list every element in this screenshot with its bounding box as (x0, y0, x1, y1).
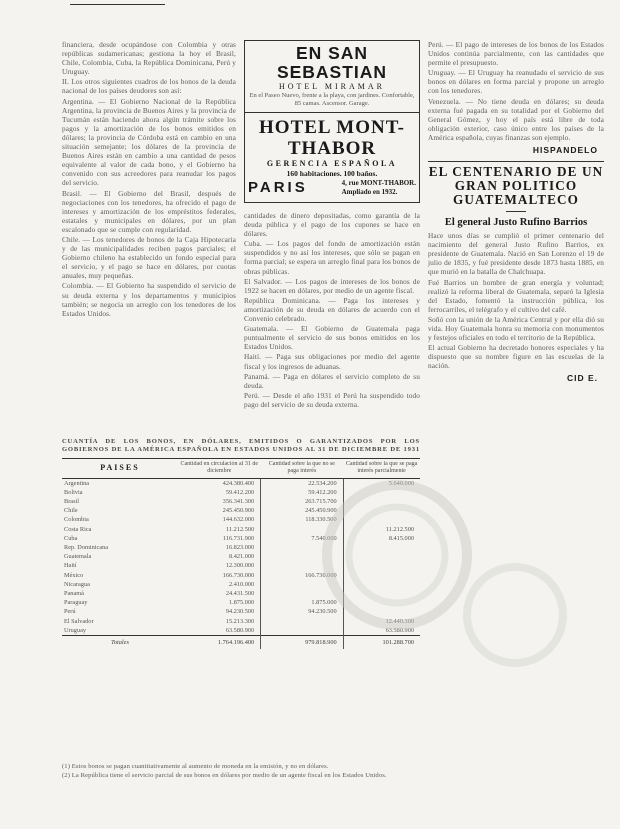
paragraph: Brasil. — El Gobierno del Brasil, después de negociaciones con los tenedores, ha ofrecido el pago de intereses y amortización de los empréstitos federales, estatales y municipales en dólares, por un plan escalonado que se cumple con regularidad. (62, 188, 236, 234)
no-interest-cell (261, 589, 343, 598)
bond-table-caption: CUANTÍA DE LOS BONOS, EN DÓLARES, EMITIDOS O GARANTIZADOS POR LOS GOBIERNOS DE LA AMÉRICA ESPAÑOLA EN ESTADOS UNIDOS AL 31 DE DICIEMBRE DE 1931 (62, 438, 420, 454)
paragraph: El actual Gobierno ha decretado honores especiales y ha dispuesto que su nombre figure en las escuelas de la nación. (428, 343, 604, 371)
signature-hispandelo: HISPANDELO (532, 145, 598, 156)
paragraph: Hace unos días se cumplió el primer centenario del nacimiento del general Justo Rufino Barrios, ex presidente de Guatemala. Nació en San Lorenzo el 19 de julio de 1835, y fué presidente desde 1873 hasta 1885, en que murió en la batalla de Chalchuapa. (428, 231, 604, 277)
bond-table-body (62, 478, 420, 649)
ad-mont-thabor-note: Ampliado en 1932. (341, 187, 398, 196)
bond-table-section (62, 438, 420, 649)
article-headline: EL CENTENARIO DE UN GRAN POLITICO GUATEMALTECO (428, 164, 604, 208)
ad-san-sebastian-details: En el Paseo Nuevo, frente a la playa, con jardines. Confortable, 85 camas. Ascensor. Garage. (249, 92, 415, 107)
article-body (428, 231, 604, 370)
paragraph: Chile. — Los tenedores de bonos de la Caja Hipotecaria y de las municipalidades reciben pagos parciales; el Gobierno chileno ha establecido un fondo especial para el servicio, y el pago se hace en dólares, por cuotas anuales, muy pequeñas. (62, 234, 236, 281)
country-cell: Guatemala (64, 553, 92, 561)
partial-cell (343, 607, 420, 616)
no-interest-cell (261, 525, 343, 534)
table-row (62, 497, 420, 506)
bond-table-header-row (62, 458, 420, 478)
table-note: (1) Estos bonos se pagan cuantitativamente al aumento de moneda en la emisión, y no en dólares. (62, 763, 329, 770)
country-cell: Bolivia (64, 488, 83, 496)
paragraph: Guatemala. — El Gobierno de Guatemala paga puntualmente el servicio de sus bonos emitidos en los Estados Unidos. (244, 324, 420, 352)
no-interest-cell: 118.330.500 (261, 515, 343, 524)
no-interest-cell: 245.450.900 (261, 506, 343, 515)
no-interest-cell (261, 617, 343, 626)
circulation-cell: 8.421.000 (228, 553, 255, 561)
paragraph: Soñó con la unión de la América Central y por ella dió su vida. Hoy Guatemala honra su memoria con monumentos y festejos oficiales en todo el territorio de la República. (428, 314, 604, 343)
partial-cell (343, 497, 420, 506)
top-rule (70, 4, 165, 5)
total-circulation-cell: 1.764.196.400 (178, 636, 261, 650)
no-interest-cell: 59.412.200 (261, 488, 343, 497)
headline-rule (506, 211, 526, 212)
left-column (62, 40, 236, 319)
table-row (62, 617, 420, 626)
paragraph: cantidades de dinero depositadas, como garantía de la deuda pública y el pago de los cupones se hace en dólares. (244, 211, 420, 239)
table-row (62, 478, 420, 488)
ad-mont-thabor-city: PARIS (248, 179, 308, 196)
partial-cell (343, 506, 420, 515)
circulation-cell: 94.230.500 (225, 608, 255, 616)
paragraph: Fué Barrios un hombre de gran energía y voluntad; realizó la reforma liberal de Guatemala, separó la Iglesia del Estado, fomentó la instrucción pública, los ferrocarriles, el telégrafo y el cultivo del café. (428, 277, 604, 314)
paragraph: Haití. — Paga sus obligaciones por medio del agente fiscal y los ingresos de aduanas. (244, 352, 420, 371)
partial-cell (343, 571, 420, 580)
partial-cell (343, 543, 420, 552)
no-interest-cell (261, 580, 343, 589)
country-cell: El Salvador (64, 617, 94, 625)
circulation-cell: 166.730.000 (222, 571, 255, 579)
paragraph: República Dominicana. — Paga los intereses y amortización de su deuda en dólares de acuerdo con el Convenio celebrado. (244, 295, 420, 324)
article-subheadline: El general Justo Rufino Barrios (444, 217, 588, 229)
circulation-cell: 12.300.000 (225, 562, 255, 570)
total-no-interest-cell: 979.818.900 (261, 636, 343, 650)
partial-cell: 5.640.000 (343, 478, 420, 488)
signature-cid: CID E. (566, 373, 598, 384)
no-interest-cell: 166.730.000 (261, 571, 343, 580)
no-interest-cell (261, 543, 343, 552)
paragraph: Argentina. — El Gobierno Nacional de la República Argentina, la provincia de Buenos Aires y la provincia de Tucumán están haciendo ahora algún trámite sobre los pagos y la amortización de los bonos emitidos en dólares; la provincia de Córdoba está en cambio en una situación semejante; los dólares de la provincia de Buenos Aires están en cambio a una cantidad de pesos equivalente al valor de cada bono, y el Gobierno ha convenido con sus acreedores para reanudar los pagos del servicio. (62, 96, 236, 188)
country-cell: Rep. Dominicana (64, 544, 109, 552)
table-row (62, 607, 420, 616)
partial-cell: 63.580.900 (343, 626, 420, 636)
ad-mont-thabor-address-block (342, 179, 416, 196)
circulation-cell: 2.410.000 (228, 580, 255, 588)
total-partial-cell: 101.288.700 (343, 636, 420, 650)
circulation-cell: 245.450.900 (222, 507, 255, 515)
ad-mont-thabor-subtitle: GERENCIA ESPAÑOLA (266, 159, 398, 168)
partial-cell: 12.440.300 (343, 617, 420, 626)
header-circulation: Cantidad en circulación al 31 de diciembre (178, 458, 261, 478)
table-row (62, 571, 420, 580)
table-row (62, 598, 420, 607)
paragraph: Perú. — Desde el año 1931 el Perú ha suspendido todo pago del servicio de su deuda externa. (244, 390, 420, 409)
header-countries: PAISES (62, 458, 178, 478)
table-row (62, 626, 420, 636)
table-row (62, 534, 420, 543)
table-row (62, 488, 420, 497)
bond-table-notes (62, 763, 420, 782)
library-stamp-seal-2 (460, 560, 570, 670)
no-interest-cell (261, 552, 343, 561)
ad-mont-thabor-address: 4, rue MONT-THABOR. (341, 179, 416, 187)
paragraph: Perú. — El pago de intereses de los bonos de los Estados Unidos continúa parcialmente, con las cantidades que permite el presupuesto. (428, 40, 604, 68)
no-interest-cell: 263.715.700 (261, 497, 343, 506)
ad-mont-thabor (244, 113, 420, 203)
country-cell: Uruguay (64, 626, 87, 634)
country-cell: Costa Rica (64, 525, 92, 533)
no-interest-cell: 94.230.500 (261, 607, 343, 616)
country-cell: Argentina (64, 479, 90, 487)
circulation-cell: 11.212.500 (226, 525, 255, 533)
no-interest-cell: 22.534.200 (261, 478, 343, 488)
table-row (62, 580, 420, 589)
partial-cell: 8.415.000 (343, 534, 420, 543)
middle-column-text (244, 211, 420, 409)
table-row (62, 515, 420, 524)
circulation-cell: 59.412.200 (225, 488, 255, 496)
paragraph: Colombia. — El Gobierno ha suspendido el servicio de su deuda externa y los departamentos y municipios también; se negocia un arreglo con los tenedores de los Estados Unidos. (62, 281, 236, 318)
country-cell: Cuba (64, 534, 78, 542)
circulation-cell: 1.875.000 (228, 599, 255, 607)
partial-cell: 11.212.500 (343, 525, 420, 534)
country-cell: Panamá (64, 590, 84, 598)
partial-cell (343, 580, 420, 589)
right-column (428, 40, 604, 389)
circulation-cell: 424.380.400 (222, 479, 255, 487)
country-cell: Paraguay (64, 599, 88, 607)
circulation-cell: 356.341.300 (222, 498, 255, 505)
table-row (62, 552, 420, 561)
no-interest-cell: 1.875.000 (261, 598, 343, 607)
table-row (62, 561, 420, 570)
country-cell: Perú (64, 608, 76, 616)
circulation-cell: 116.731.900 (222, 534, 255, 542)
paragraph: financiera, desde ocupándose con Colombia y otras repúblicas sudamericanas; gestiona la hoy el Brasil, Chile, Colombia, Cuba, la República Dominicana, Perú y Uruguay. (62, 40, 236, 77)
country-cell: Brasil (64, 498, 80, 505)
no-interest-cell: 7.540.000 (261, 534, 343, 543)
ad-mont-thabor-row (248, 179, 416, 196)
table-row (62, 506, 420, 515)
section-divider (428, 161, 604, 162)
middle-column (244, 40, 420, 410)
country-cell: Chile (64, 507, 78, 515)
ad-san-sebastian-subtitle: HOTEL MIRAMAR (278, 82, 386, 91)
table-row (62, 525, 420, 534)
table-note: (2) La República tiene el servicio parcial de sus bonos en dólares por medio de un agente fiscal en los Estados Unidos. (62, 772, 387, 780)
partial-cell (343, 488, 420, 497)
country-cell: Haití (64, 562, 77, 570)
paragraph: Cuba. — Los pagos del fondo de amortización están suspendidos y no así los intereses, que sólo se pagan en forma parcial; se espera un arreglo final para los bonos de obras públicas. (244, 239, 420, 276)
ad-san-sebastian (244, 40, 420, 113)
no-interest-cell (261, 561, 343, 570)
ad-san-sebastian-title: EN SAN SEBASTIAN (276, 43, 388, 82)
partial-cell (343, 552, 420, 561)
paragraph: Uruguay. — El Uruguay ha reanudado el servicio de sus bonos en dólares en forma parcial y propone un arreglo con los tenedores. (428, 68, 604, 96)
circulation-cell: 144.632.000 (222, 516, 255, 524)
paragraph: Panamá. — Paga en dólares el servicio completo de su deuda. (244, 371, 420, 390)
table-row (62, 543, 420, 552)
right-column-intro (428, 40, 604, 142)
country-cell: Colombia (64, 516, 89, 524)
total-label-cell: Totales (62, 636, 178, 650)
header-partial: Cantidad sobre la que se paga interés parcialmente (343, 458, 420, 478)
no-interest-cell (261, 626, 343, 636)
circulation-cell: 24.431.500 (225, 590, 255, 598)
paragraph: II. Los otros siguientes cuadros de los bonos de la deuda nacional de los países deudores son así: (62, 77, 236, 96)
bond-table (62, 458, 420, 649)
partial-cell (343, 589, 420, 598)
ad-mont-thabor-details: 160 habitaciones. 100 baños. (286, 169, 378, 178)
partial-cell (343, 561, 420, 570)
partial-cell (343, 598, 420, 607)
header-no-interest: Cantidad sobre la que no se paga interés (261, 458, 343, 478)
country-cell: México (64, 571, 84, 579)
table-total-row (62, 636, 420, 650)
circulation-cell: 16.823.000 (225, 544, 255, 552)
ad-mont-thabor-title: HOTEL MONT-THABOR (259, 117, 405, 159)
circulation-cell: 15.213.300 (225, 617, 255, 625)
partial-cell (343, 515, 420, 524)
paragraph: El Salvador. — Los pagos de intereses de los bonos de 1922 se hacen en dólares, por medio de un agente fiscal. (244, 276, 420, 295)
paragraph: Venezuela. — No tiene deuda en dólares; su deuda externa fué pagada en su totalidad por el Gobierno del General Gómez, y hoy el país está libre de toda obligación exterior, caso único entre los países de la América española, cuyas finanzas son ejemplo. (428, 96, 604, 142)
country-cell: Nicaragua (64, 580, 90, 588)
table-row (62, 589, 420, 598)
circulation-cell: 63.580.900 (225, 626, 255, 634)
